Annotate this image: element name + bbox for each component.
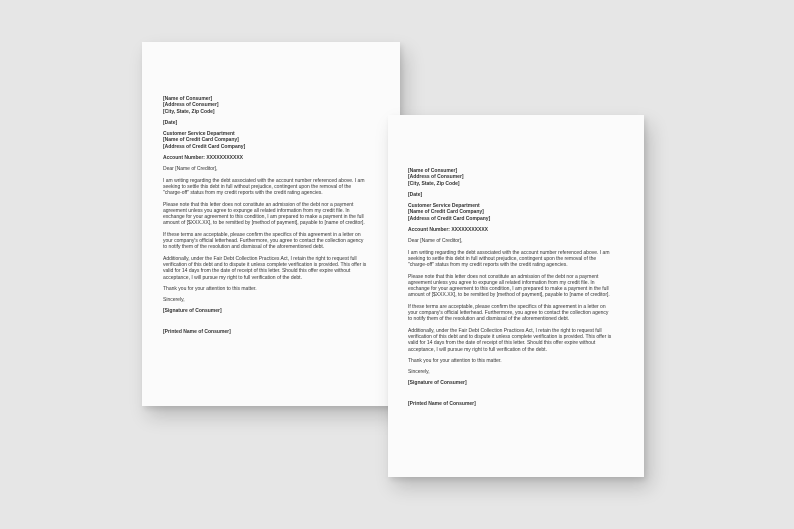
paragraph-line: to notify them of the resolution and dismissal of the aforementioned debt. bbox=[163, 244, 325, 251]
paragraph-line: valid for 14 days from the date of receipt of this letter. Should this offer expire without bbox=[163, 268, 351, 275]
paragraph-line: acceptance, I will pursue my right to full verification of the debt. bbox=[408, 346, 547, 353]
consumer-name: [Name of Consumer] bbox=[408, 168, 458, 174]
recipient-address: [Address of Credit Card Company] bbox=[408, 215, 491, 222]
consumer-city: [City, State, Zip Code] bbox=[408, 180, 460, 187]
recipient-info bbox=[408, 203, 626, 222]
recipient-address: [Address of Credit Card Company] bbox=[163, 143, 246, 150]
recipient-dept: Customer Service Department bbox=[408, 203, 480, 210]
account-number: Account Number: XXXXXXXXXXX bbox=[408, 227, 489, 234]
paragraph-line: verification of this debt and to dispute it unless complete verification is provided. This offer is bbox=[163, 261, 367, 268]
paragraph-line: seeking to settle this debt in full without prejudice, contingent upon the removal of the bbox=[163, 183, 352, 190]
greeting: Dear [Name of Creditor], bbox=[408, 238, 463, 245]
paragraph-line: exchange for your agreement to this condition, I am prepared to make a payment in the full bbox=[163, 214, 364, 221]
paragraph-line: Please note that this letter does not constitute an admission of the debt nor a payment bbox=[163, 201, 354, 208]
paragraph-line: I am writing regarding the debt associated with the account number referenced above. I am bbox=[408, 249, 610, 256]
paragraph-line: verification of this debt and to dispute it unless complete verification is provided. This offer is bbox=[408, 333, 612, 340]
paragraph-line: amount of [$XXX.XX], to be remitted by [method of payment], payable to [name of creditor]. bbox=[163, 220, 365, 227]
paragraph-line: If these terms are acceptable, please confirm the specifics of this agreement in a letter on bbox=[408, 303, 606, 310]
paragraph-1 bbox=[163, 178, 380, 197]
paragraph-line: Additionally, under the Fair Debt Collection Practices Act, I retain the right to request full bbox=[163, 255, 357, 262]
recipient-company: [Name of Credit Card Company] bbox=[408, 209, 484, 216]
letter-date: [Date] bbox=[408, 191, 423, 198]
recipient-company: [Name of Credit Card Company] bbox=[163, 137, 239, 144]
letter-page-left bbox=[142, 42, 400, 406]
paragraph-line: agreement unless you agree to expunge all related information from my credit file. In bbox=[163, 207, 350, 214]
paragraph-3 bbox=[163, 232, 380, 251]
paragraph-line: agreement unless you agree to expunge all related information from my credit file. In bbox=[408, 279, 595, 286]
paragraph-2 bbox=[163, 202, 380, 227]
closing: Sincerely, bbox=[163, 297, 185, 304]
letter-page-right bbox=[388, 115, 644, 477]
paragraph-4 bbox=[163, 256, 380, 281]
consumer-info bbox=[163, 96, 380, 115]
printed-name-line: [Printed Name of Consumer] bbox=[163, 328, 231, 335]
account-number: Account Number: XXXXXXXXXXX bbox=[163, 155, 244, 162]
paragraph-line: to notify them of the resolution and dismissal of the aforementioned debt. bbox=[408, 316, 570, 323]
paragraph-line: exchange for your agreement to this condition, I am prepared to make a payment in the full bbox=[408, 286, 609, 293]
paragraph-2 bbox=[408, 274, 626, 299]
paragraph-line: Please note that this letter does not constitute an admission of the debt nor a payment bbox=[408, 273, 599, 280]
closing: Sincerely, bbox=[408, 369, 430, 376]
signature-line: [Signature of Consumer] bbox=[163, 308, 222, 315]
thanks-line: Thank you for your attention to this matter. bbox=[163, 285, 257, 292]
thanks-line: Thank you for your attention to this matter. bbox=[408, 357, 502, 364]
consumer-city: [City, State, Zip Code] bbox=[163, 108, 215, 115]
paragraph-line: "charge-off" status from my credit reports with the credit rating agencies. bbox=[408, 262, 568, 269]
paragraph-line: Additionally, under the Fair Debt Collection Practices Act, I retain the right to request full bbox=[408, 327, 602, 334]
paragraph-line: If these terms are acceptable, please confirm the specifics of this agreement in a letter on bbox=[163, 231, 361, 238]
paragraph-4 bbox=[408, 328, 626, 353]
consumer-address: [Address of Consumer] bbox=[408, 174, 464, 181]
paragraph-line: acceptance, I will pursue my right to full verification of the debt. bbox=[163, 274, 302, 281]
paragraph-line: your company's official letterhead. Furthermore, you agree to contact the collection agency bbox=[163, 238, 364, 245]
paragraph-line: seeking to settle this debt in full without prejudice, contingent upon the removal of the bbox=[408, 255, 597, 262]
printed-name-line: [Printed Name of Consumer] bbox=[408, 400, 476, 407]
greeting: Dear [Name of Creditor], bbox=[163, 166, 218, 173]
recipient-info bbox=[163, 131, 380, 150]
consumer-address: [Address of Consumer] bbox=[163, 102, 219, 109]
letter-date: [Date] bbox=[163, 119, 178, 126]
paragraph-line: valid for 14 days from the date of receipt of this letter. Should this offer expire without bbox=[408, 340, 596, 347]
consumer-info bbox=[408, 168, 626, 187]
paragraph-line: I am writing regarding the debt associated with the account number referenced above. I am bbox=[163, 177, 365, 184]
paragraph-line: your company's official letterhead. Furthermore, you agree to contact the collection agency bbox=[408, 310, 609, 317]
paragraph-1 bbox=[408, 250, 626, 269]
paragraph-line: amount of [$XXX.XX], to be remitted by [method of payment], payable to [name of creditor]. bbox=[408, 292, 610, 299]
recipient-dept: Customer Service Department bbox=[163, 131, 235, 138]
consumer-name: [Name of Consumer] bbox=[163, 96, 213, 102]
signature-line: [Signature of Consumer] bbox=[408, 380, 467, 387]
paragraph-3 bbox=[408, 304, 626, 323]
paragraph-line: "charge-off" status from my credit reports with the credit rating agencies. bbox=[163, 190, 323, 197]
